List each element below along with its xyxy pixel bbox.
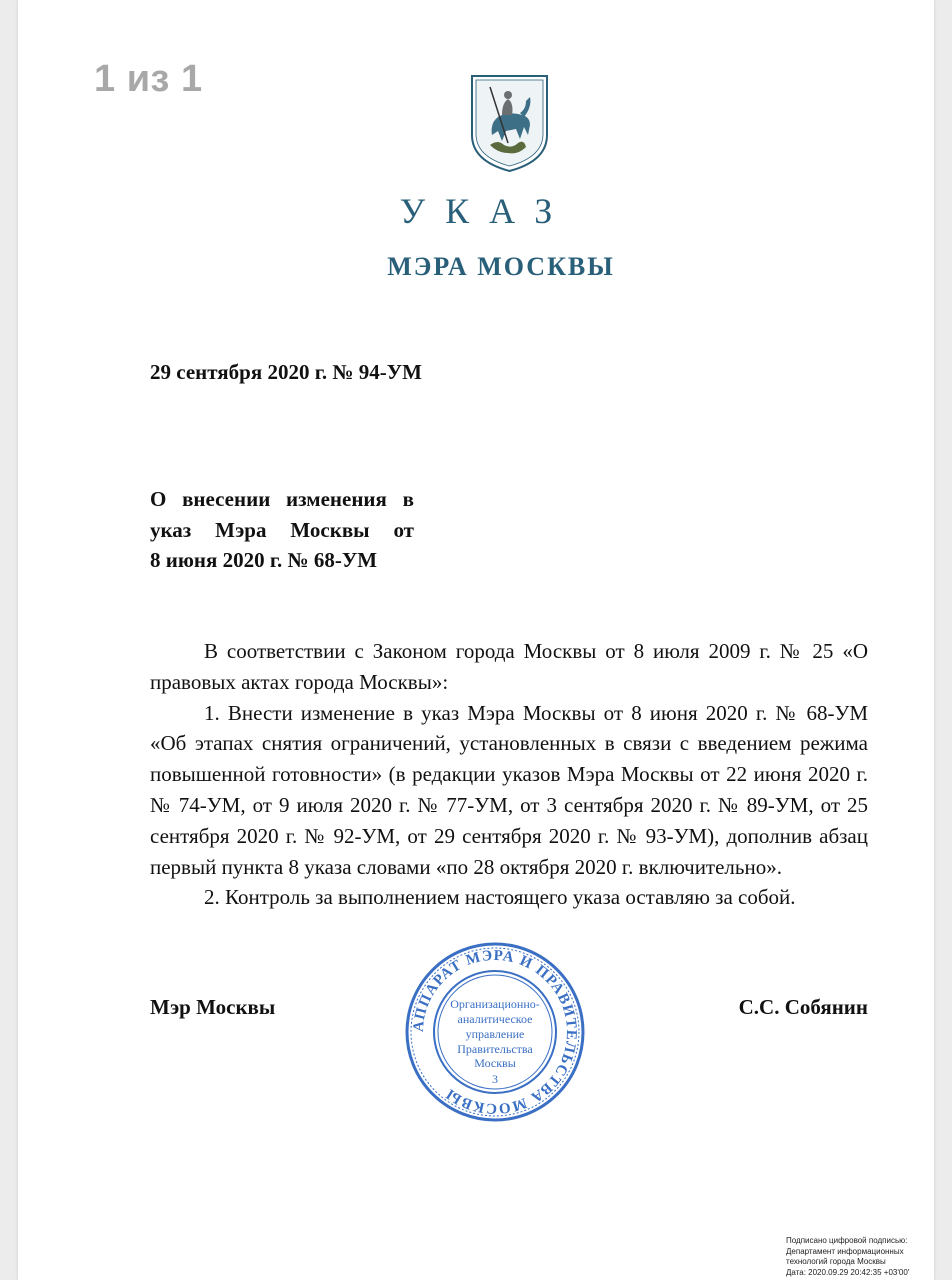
- digital-signature-note: [786, 1236, 946, 1278]
- document-subject: [150, 484, 414, 576]
- moscow-coat-of-arms-icon: [468, 73, 551, 173]
- subject-line: О внесении изменения в: [150, 487, 414, 511]
- stamp-outer-text: АППАРАТ МЭРА И ПРАВИТЕЛЬСТВА МОСКВЫ: [410, 947, 580, 1117]
- stamp-inner-line: 3: [492, 1072, 498, 1086]
- issuer-subtitle: МЭРА МОСКВЫ: [387, 252, 615, 281]
- document-date-number: 29 сентября 2020 г. № 94-УМ: [150, 360, 422, 384]
- official-seal-stamp: [403, 940, 587, 1124]
- signatory-role: Мэр Москвы: [150, 995, 276, 1019]
- signatory-name: С.С. Собянин: [738, 995, 868, 1019]
- body-paragraph: 2. Контроль за выполнением настоящего указа оставляю за собой.: [204, 885, 796, 910]
- digital-signature-line: Департамент информационных: [786, 1246, 904, 1256]
- stamp-inner-line: аналитическое: [457, 1012, 533, 1026]
- document-body: [150, 636, 868, 913]
- body-paragraph: В соответствии с Законом города Москвы от 8 июля 2009 г. № 25 «О правовых актах города Москвы»:: [150, 639, 868, 694]
- stamp-inner-line: Правительства: [457, 1042, 533, 1056]
- document-type-title: УКАЗ: [399, 191, 573, 231]
- stamp-inner-line: Москвы: [474, 1056, 516, 1070]
- subject-line: указ Мэра Москвы от: [150, 517, 414, 542]
- digital-signature-line: технологий города Москвы: [786, 1257, 886, 1266]
- stamp-inner-line: управление: [465, 1027, 525, 1041]
- page-counter: 1 из 1: [94, 58, 203, 100]
- body-paragraph: 1. Внести изменение в указ Мэра Москвы от 8 июня 2020 г. № 68-УМ «Об этапах снятия ограничений, установленных в связи с введением режима повышенной готовности» (в редакции указов Мэра Москвы от 22 июня 2020 г. № 74-УМ, от 9 июля 2020 г. № 77-УМ, от 3 сентября 2020 г. № 89-УМ, от 25 сентября 2020 г. № 92-УМ, от 29 сентября 2020 г. № 93-УМ), дополнив абзац первый пункта 8 указа словами «по 28 октября 2020 г. включительно».: [150, 700, 868, 879]
- subject-line: 8 июня 2020 г. № 68-УМ: [150, 548, 378, 572]
- digital-signature-line: Дата: 2020.09.29 20:42:35 +03'00': [786, 1267, 910, 1277]
- stamp-inner-line: Организационно-: [450, 997, 540, 1011]
- digital-signature-line: Подписано цифровой подписью:: [786, 1236, 908, 1245]
